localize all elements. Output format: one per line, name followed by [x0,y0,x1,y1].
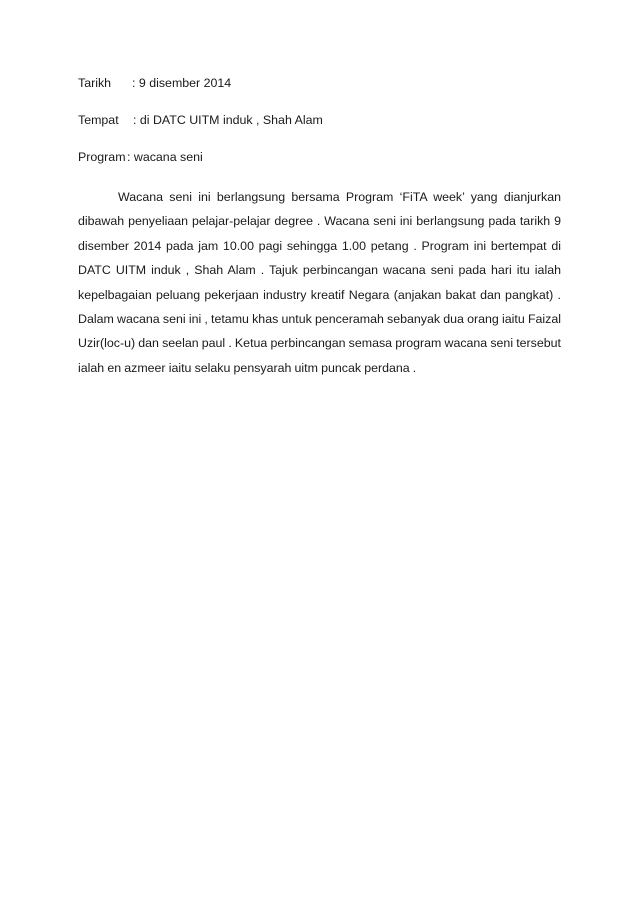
field-label-tempat: Tempat [78,113,119,127]
body-paragraph: Wacana seni ini berlangsung bersama Program ‘FiTA week’ yang dianjurkan dibawah penyeliaan pelajar-pelajar degree . Wacana seni ini berlangsung pada tarikh 9 disember 2014 pada jam 10.00 pagi sehingga 1.00 petang . Program ini bertempat di DATC UITM induk , Shah Alam . Tajuk perbincangan wacana seni pada hari itu ialah kepelbagaian peluang pekerjaan industry kreatif Negara (anjakan bakat dan pangkat) . Dalam wacana seni ini , tetamu khas untuk penceramah sebanyak dua orang iaitu Faizal Uzir(loc-u) dan seelan paul . Ketua perbincangan semasa program wacana seni tersebut ialah en azmeer iaitu selaku pensyarah uitm puncak perdana . [78,190,561,375]
field-value-program: : wacana seni [127,150,203,164]
field-value-tarikh: : 9 disember 2014 [132,76,232,90]
document-body [78,74,561,393]
field-value-tempat: : di DATC UITM induk , Shah Alam [133,113,323,127]
field-tempat [78,111,561,130]
field-tarikh [78,74,561,93]
field-program [78,148,561,167]
field-label-tarikh: Tarikh [78,76,112,90]
field-label-program: Program [78,150,126,164]
